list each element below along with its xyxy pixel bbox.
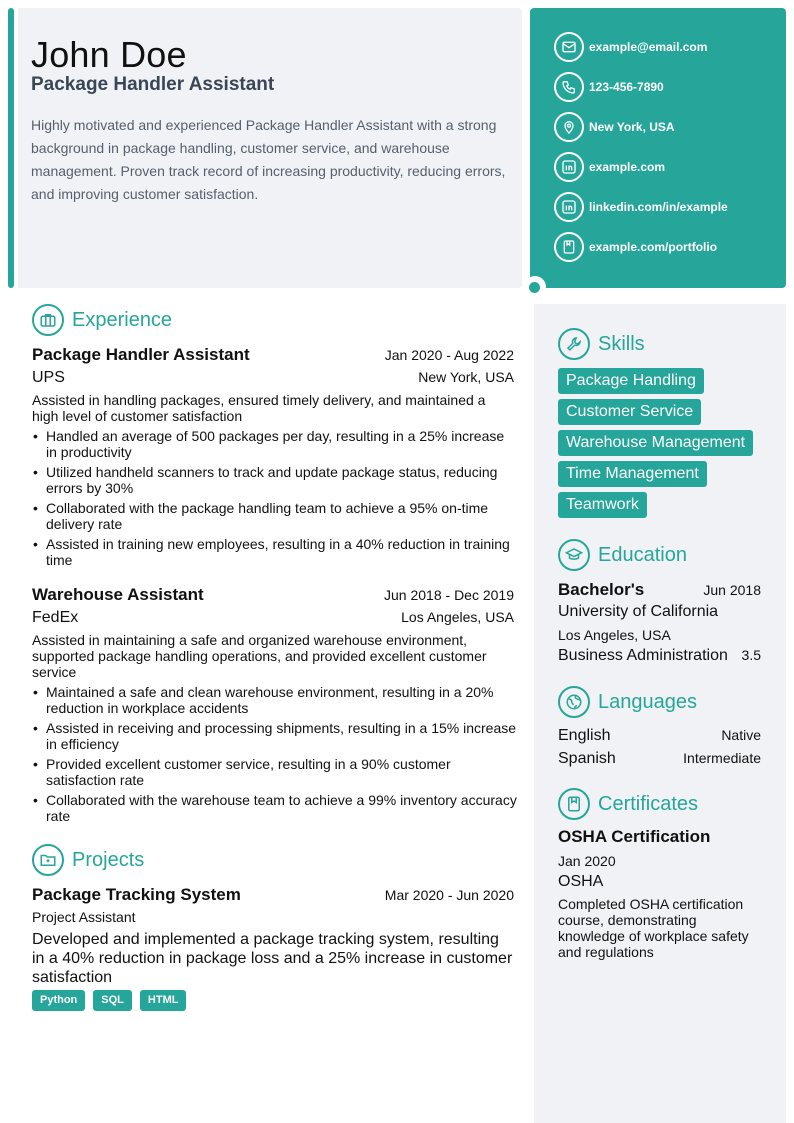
job-title: Warehouse Assistant — [32, 585, 204, 604]
accent-bar — [8, 8, 14, 288]
contact-location — [554, 112, 675, 142]
job-1-company-row — [32, 369, 514, 387]
contact-linkedin-text: linkedin.com/in/example — [589, 200, 728, 214]
certificate-issuer: OSHA — [558, 873, 604, 890]
job-company: UPS — [32, 369, 65, 386]
job-2-company-row — [32, 609, 514, 627]
candidate-name: John Doe — [31, 34, 187, 75]
list-item: • Handled an average of 500 packages per day, resulting in a 25% increase in productivity — [32, 428, 518, 460]
certificates-heading — [558, 788, 698, 820]
project-tags — [32, 990, 194, 1011]
project-dates: Mar 2020 - Jun 2020 — [384, 887, 514, 903]
job-2-header — [32, 585, 514, 605]
education-degree: Bachelor's — [558, 580, 645, 599]
tag: Python — [32, 990, 85, 1011]
job-1-bullets — [32, 428, 518, 572]
contact-location-text: New York, USA — [589, 120, 675, 134]
linkedin-icon — [554, 152, 584, 182]
list-item: • Assisted in training new employees, resulting in a 40% reduction in training time — [32, 536, 518, 568]
education-degree-row — [558, 580, 761, 600]
timeline-dot — [529, 282, 540, 293]
linkedin-icon — [554, 192, 584, 222]
projects-heading — [32, 844, 144, 876]
skill-tag: Time Management — [558, 461, 707, 487]
experience-heading — [32, 304, 172, 336]
job-company: FedEx — [32, 609, 79, 626]
list-item: • Assisted in receiving and processing shipments, resulting in a 15% increase in efficiency — [32, 720, 518, 752]
contact-website[interactable] — [554, 152, 665, 182]
language-name: Spanish — [558, 750, 616, 767]
job-location: Los Angeles, USA — [401, 609, 514, 625]
certificate-name: OSHA Certification — [558, 827, 711, 846]
header-panel — [18, 8, 522, 288]
skills-heading — [558, 328, 645, 360]
projects-title: Projects — [72, 848, 145, 871]
contact-phone-text: 123-456-7890 — [589, 80, 664, 94]
contact-linkedin[interactable] — [554, 192, 728, 222]
job-dates: Jan 2020 - Aug 2022 — [384, 347, 514, 363]
skill-tag: Customer Service — [558, 399, 701, 425]
language-name: English — [558, 727, 611, 744]
languages-heading — [558, 686, 697, 718]
job-title: Package Handler Assistant — [32, 345, 250, 364]
contact-email-text: example@email.com — [589, 40, 708, 54]
contact-portfolio-text: example.com/portfolio — [589, 240, 718, 254]
wrench-icon — [558, 328, 590, 360]
job-dates: Jun 2018 - Dec 2019 — [384, 587, 514, 603]
candidate-title: Package Handler Assistant — [31, 74, 275, 95]
location-icon — [554, 112, 584, 142]
job-location: New York, USA — [418, 369, 514, 385]
project-description: Developed and implemented a package tracking system, resulting in a 40% reduction in package loss and a 25% increase in customer satisfaction — [32, 931, 513, 986]
education-date: Jun 2018 — [703, 582, 761, 598]
skills-title: Skills — [598, 332, 645, 355]
education-location: Los Angeles, USA — [558, 627, 671, 643]
education-field-row — [558, 647, 761, 665]
project-header — [32, 885, 514, 905]
list-item: • Collaborated with the warehouse team to achieve a 99% inventory accuracy rate — [32, 792, 518, 824]
globe-icon — [558, 686, 590, 718]
education-gpa: 3.5 — [741, 647, 761, 663]
education-school: University of California — [558, 603, 719, 620]
email-icon — [554, 32, 584, 62]
job-summary: Assisted in handling packages, ensured timely delivery, and maintained a high level of customer satisfaction — [32, 392, 486, 424]
education-field: Business Administration — [558, 647, 728, 664]
contact-panel — [530, 8, 786, 288]
tag: HTML — [140, 990, 187, 1011]
education-title: Education — [598, 543, 687, 566]
language-level: Native — [721, 727, 761, 743]
portfolio-icon — [554, 232, 584, 262]
list-item: • Collaborated with the package handling team to achieve a 95% on-time delivery rate — [32, 500, 518, 532]
languages-title: Languages — [598, 690, 697, 713]
education-heading — [558, 539, 687, 571]
contact-website-text: example.com — [589, 160, 666, 174]
list-item: • Provided excellent customer service, resulting in a 90% customer satisfaction rate — [32, 756, 518, 788]
contact-email[interactable] — [554, 32, 707, 62]
project-name: Package Tracking System — [32, 885, 241, 904]
briefcase-icon — [32, 304, 64, 336]
contact-portfolio[interactable] — [554, 232, 717, 262]
language-row — [558, 727, 761, 745]
language-row — [558, 750, 761, 768]
certificate-icon — [558, 788, 590, 820]
folder-icon — [32, 844, 64, 876]
skill-tag: Warehouse Management — [558, 430, 753, 456]
certificate-date: Jan 2020 — [558, 853, 616, 869]
phone-icon — [554, 72, 584, 102]
job-2-bullets — [32, 684, 518, 828]
certificate-description: Completed OSHA certification course, demonstrating knowledge of workplace safety and regulations — [558, 896, 749, 960]
certificates-title: Certificates — [598, 792, 699, 815]
profile-summary: Highly motivated and experienced Package Handler Assistant with a strong background in package handling, customer service, and warehouse management. Proven track record of increasing productivity, reducing errors, and improving customer satisfaction. — [31, 117, 506, 202]
job-summary: Assisted in maintaining a safe and organized warehouse environment, supported package handling operations, and provided excellent customer service — [32, 632, 487, 680]
graduation-cap-icon — [558, 539, 590, 571]
skill-tag: Teamwork — [558, 492, 647, 518]
project-role: Project Assistant — [32, 909, 136, 925]
skill-tag: Package Handling — [558, 368, 704, 394]
tag: SQL — [93, 990, 132, 1011]
contact-phone[interactable] — [554, 72, 664, 102]
job-1-header — [32, 345, 514, 365]
experience-title: Experience — [72, 308, 173, 331]
language-level: Intermediate — [683, 750, 761, 766]
list-item: • Utilized handheld scanners to track and update package status, reducing errors by 30% — [32, 464, 518, 496]
list-item: • Maintained a safe and clean warehouse environment, resulting in a 20% reduction in workplace accidents — [32, 684, 518, 716]
